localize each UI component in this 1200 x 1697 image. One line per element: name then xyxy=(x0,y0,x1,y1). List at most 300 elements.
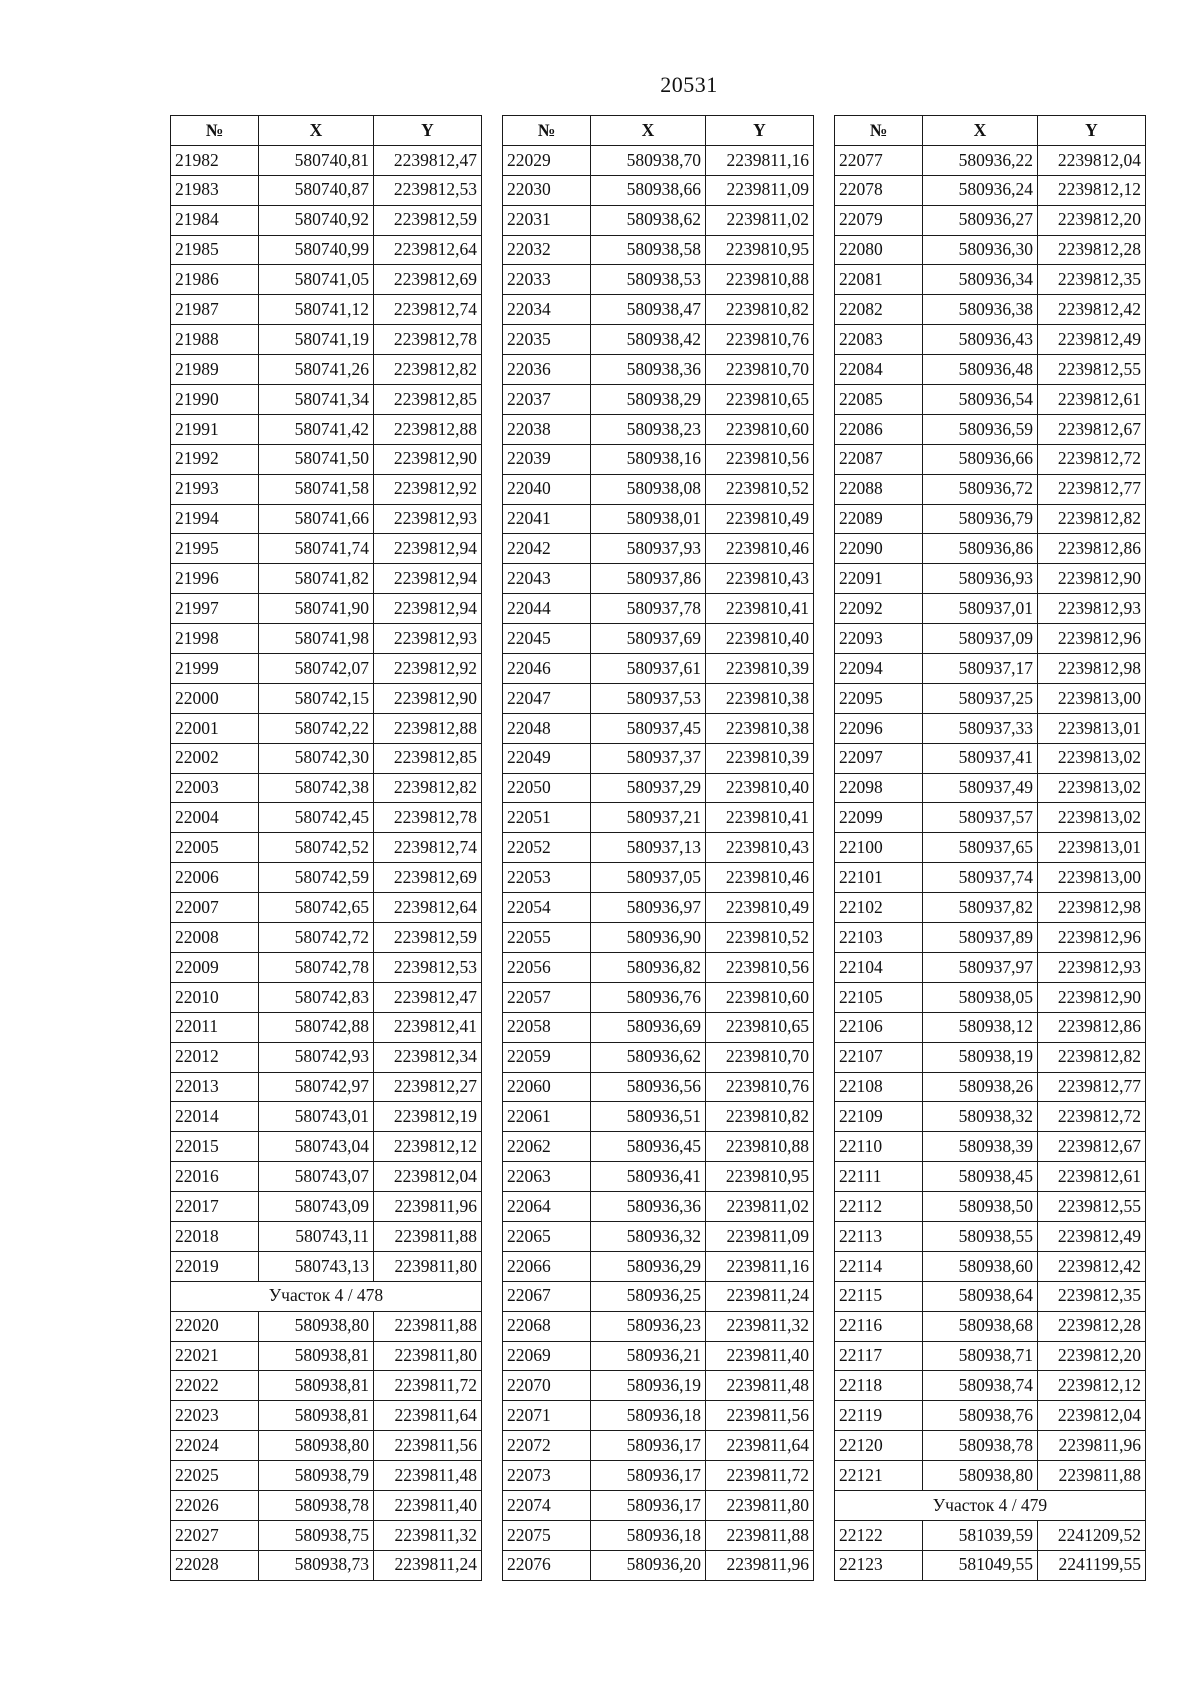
y-coordinate-cell: 2239812,94 xyxy=(374,594,482,624)
x-coordinate-cell: 580936,17 xyxy=(591,1461,706,1491)
table-row xyxy=(503,624,814,654)
y-coordinate-cell: 2239810,39 xyxy=(706,654,814,684)
y-coordinate-cell: 2239812,19 xyxy=(374,1102,482,1132)
table-row xyxy=(835,743,1146,773)
point-number-cell: 22087 xyxy=(835,444,923,474)
x-coordinate-cell: 580936,25 xyxy=(591,1281,706,1311)
y-coordinate-cell: 2239812,82 xyxy=(1038,1042,1146,1072)
point-number-cell: 22008 xyxy=(171,923,259,953)
table-row xyxy=(171,1550,482,1580)
point-number-cell: 22109 xyxy=(835,1102,923,1132)
table-row xyxy=(503,1251,814,1281)
x-coordinate-cell: 580937,29 xyxy=(591,773,706,803)
point-number-cell: 21999 xyxy=(171,654,259,684)
y-coordinate-cell: 2239811,02 xyxy=(706,1192,814,1222)
table-row xyxy=(171,773,482,803)
point-number-cell: 22105 xyxy=(835,982,923,1012)
x-coordinate-cell: 580936,69 xyxy=(591,1012,706,1042)
y-coordinate-cell: 2239810,65 xyxy=(706,385,814,415)
y-coordinate-cell: 2239812,90 xyxy=(1038,564,1146,594)
table-row xyxy=(503,594,814,624)
x-coordinate-cell: 580742,45 xyxy=(259,803,374,833)
point-number-cell: 22091 xyxy=(835,564,923,594)
point-number-cell: 22037 xyxy=(503,385,591,415)
x-coordinate-cell: 580742,52 xyxy=(259,833,374,863)
coordinate-table-3 xyxy=(834,115,1146,1581)
x-coordinate-cell: 580741,90 xyxy=(259,594,374,624)
y-coordinate-cell: 2239812,53 xyxy=(374,952,482,982)
x-coordinate-cell: 580740,99 xyxy=(259,235,374,265)
point-number-cell: 22058 xyxy=(503,1012,591,1042)
header-y: Y xyxy=(374,116,482,146)
point-number-cell: 22028 xyxy=(171,1550,259,1580)
section-label: Участок 4 / 478 xyxy=(171,1281,482,1311)
x-coordinate-cell: 580937,21 xyxy=(591,803,706,833)
x-coordinate-cell: 580937,01 xyxy=(923,594,1038,624)
table-row xyxy=(835,1401,1146,1431)
x-coordinate-cell: 580742,07 xyxy=(259,654,374,684)
table-row xyxy=(171,1162,482,1192)
table-row xyxy=(503,444,814,474)
table-row xyxy=(835,1132,1146,1162)
table-row xyxy=(503,1490,814,1520)
table-header-row xyxy=(503,116,814,146)
y-coordinate-cell: 2239812,94 xyxy=(374,564,482,594)
header-number: № xyxy=(503,116,591,146)
y-coordinate-cell: 2239812,93 xyxy=(1038,594,1146,624)
table-row xyxy=(503,295,814,325)
table-row xyxy=(835,474,1146,504)
point-number-cell: 22031 xyxy=(503,205,591,235)
y-coordinate-cell: 2239811,80 xyxy=(374,1341,482,1371)
table-row xyxy=(171,175,482,205)
y-coordinate-cell: 2239810,40 xyxy=(706,773,814,803)
table-row xyxy=(503,414,814,444)
x-coordinate-cell: 580936,51 xyxy=(591,1102,706,1132)
y-coordinate-cell: 2239810,43 xyxy=(706,564,814,594)
x-coordinate-cell: 580938,19 xyxy=(923,1042,1038,1072)
table-row xyxy=(835,1192,1146,1222)
point-number-cell: 22102 xyxy=(835,893,923,923)
table-row xyxy=(503,1431,814,1461)
y-coordinate-cell: 2239812,04 xyxy=(1038,145,1146,175)
point-number-cell: 22118 xyxy=(835,1371,923,1401)
table-row xyxy=(503,1132,814,1162)
table-row xyxy=(171,385,482,415)
y-coordinate-cell: 2241199,55 xyxy=(1038,1550,1146,1580)
section-row xyxy=(171,1281,482,1311)
x-coordinate-cell: 580742,97 xyxy=(259,1072,374,1102)
x-coordinate-cell: 580936,36 xyxy=(591,1192,706,1222)
y-coordinate-cell: 2239810,52 xyxy=(706,474,814,504)
coordinate-table-2 xyxy=(502,115,814,1581)
y-coordinate-cell: 2239812,04 xyxy=(1038,1401,1146,1431)
table-row xyxy=(835,385,1146,415)
point-number-cell: 22111 xyxy=(835,1162,923,1192)
y-coordinate-cell: 2239812,77 xyxy=(1038,1072,1146,1102)
point-number-cell: 22077 xyxy=(835,145,923,175)
table-row xyxy=(171,654,482,684)
table-row xyxy=(835,833,1146,863)
y-coordinate-cell: 2239812,90 xyxy=(374,444,482,474)
x-coordinate-cell: 580743,04 xyxy=(259,1132,374,1162)
x-coordinate-cell: 580936,43 xyxy=(923,325,1038,355)
point-number-cell: 22104 xyxy=(835,952,923,982)
point-number-cell: 22057 xyxy=(503,982,591,1012)
y-coordinate-cell: 2239810,65 xyxy=(706,1012,814,1042)
table-row xyxy=(835,1341,1146,1371)
x-coordinate-cell: 580741,74 xyxy=(259,534,374,564)
table-row xyxy=(171,952,482,982)
table-row xyxy=(503,654,814,684)
point-number-cell: 21994 xyxy=(171,504,259,534)
point-number-cell: 22123 xyxy=(835,1550,923,1580)
x-coordinate-cell: 580936,56 xyxy=(591,1072,706,1102)
x-coordinate-cell: 580741,05 xyxy=(259,265,374,295)
table-row xyxy=(503,175,814,205)
point-number-cell: 22054 xyxy=(503,893,591,923)
x-coordinate-cell: 580938,71 xyxy=(923,1341,1038,1371)
y-coordinate-cell: 2239812,72 xyxy=(1038,1102,1146,1132)
y-coordinate-cell: 2239811,64 xyxy=(706,1431,814,1461)
table-row xyxy=(503,1162,814,1192)
x-coordinate-cell: 580936,59 xyxy=(923,414,1038,444)
table-row xyxy=(503,713,814,743)
y-coordinate-cell: 2239811,16 xyxy=(706,145,814,175)
y-coordinate-cell: 2239811,64 xyxy=(374,1401,482,1431)
point-number-cell: 22047 xyxy=(503,683,591,713)
point-number-cell: 22065 xyxy=(503,1221,591,1251)
point-number-cell: 22120 xyxy=(835,1431,923,1461)
y-coordinate-cell: 2239812,86 xyxy=(1038,1012,1146,1042)
table-row xyxy=(171,713,482,743)
y-coordinate-cell: 2239812,82 xyxy=(374,355,482,385)
table-row xyxy=(171,1311,482,1341)
x-coordinate-cell: 580741,12 xyxy=(259,295,374,325)
table-row xyxy=(835,1520,1146,1550)
y-coordinate-cell: 2239812,90 xyxy=(374,683,482,713)
y-coordinate-cell: 2239812,27 xyxy=(374,1072,482,1102)
table-header-row xyxy=(171,116,482,146)
y-coordinate-cell: 2239812,92 xyxy=(374,654,482,684)
point-number-cell: 21988 xyxy=(171,325,259,355)
table-row xyxy=(503,1341,814,1371)
x-coordinate-cell: 580936,66 xyxy=(923,444,1038,474)
point-number-cell: 22007 xyxy=(171,893,259,923)
y-coordinate-cell: 2239812,82 xyxy=(374,773,482,803)
table-row xyxy=(171,982,482,1012)
x-coordinate-cell: 580937,82 xyxy=(923,893,1038,923)
y-coordinate-cell: 2239812,78 xyxy=(374,803,482,833)
table-row xyxy=(835,504,1146,534)
point-number-cell: 22115 xyxy=(835,1281,923,1311)
point-number-cell: 22068 xyxy=(503,1311,591,1341)
y-coordinate-cell: 2239812,35 xyxy=(1038,265,1146,295)
x-coordinate-cell: 580742,93 xyxy=(259,1042,374,1072)
table-row xyxy=(171,594,482,624)
y-coordinate-cell: 2239810,60 xyxy=(706,982,814,1012)
point-number-cell: 22088 xyxy=(835,474,923,504)
y-coordinate-cell: 2239810,88 xyxy=(706,1132,814,1162)
table-row xyxy=(171,474,482,504)
point-number-cell: 22119 xyxy=(835,1401,923,1431)
table-row xyxy=(503,1221,814,1251)
x-coordinate-cell: 580938,39 xyxy=(923,1132,1038,1162)
y-coordinate-cell: 2239812,92 xyxy=(374,474,482,504)
y-coordinate-cell: 2239812,04 xyxy=(374,1162,482,1192)
point-number-cell: 22113 xyxy=(835,1221,923,1251)
x-coordinate-cell: 580937,65 xyxy=(923,833,1038,863)
y-coordinate-cell: 2239812,69 xyxy=(374,863,482,893)
y-coordinate-cell: 2239812,49 xyxy=(1038,1221,1146,1251)
table-row xyxy=(503,1311,814,1341)
x-coordinate-cell: 580937,78 xyxy=(591,594,706,624)
x-coordinate-cell: 580938,50 xyxy=(923,1192,1038,1222)
x-coordinate-cell: 580741,98 xyxy=(259,624,374,654)
y-coordinate-cell: 2239811,16 xyxy=(706,1251,814,1281)
x-coordinate-cell: 580937,89 xyxy=(923,923,1038,953)
table-row xyxy=(171,743,482,773)
x-coordinate-cell: 580938,81 xyxy=(259,1401,374,1431)
x-coordinate-cell: 580936,17 xyxy=(591,1490,706,1520)
point-number-cell: 22030 xyxy=(503,175,591,205)
x-coordinate-cell: 580938,81 xyxy=(259,1371,374,1401)
table-row xyxy=(835,893,1146,923)
table-row xyxy=(835,265,1146,295)
y-coordinate-cell: 2239812,28 xyxy=(1038,235,1146,265)
x-coordinate-cell: 580741,50 xyxy=(259,444,374,474)
table-row xyxy=(171,1490,482,1520)
y-coordinate-cell: 2239810,38 xyxy=(706,683,814,713)
table-row xyxy=(171,145,482,175)
table-row xyxy=(835,235,1146,265)
table-row xyxy=(835,982,1146,1012)
point-number-cell: 22027 xyxy=(171,1520,259,1550)
x-coordinate-cell: 580938,80 xyxy=(259,1311,374,1341)
table-row xyxy=(835,175,1146,205)
x-coordinate-cell: 580938,62 xyxy=(591,205,706,235)
y-coordinate-cell: 2239811,96 xyxy=(374,1192,482,1222)
x-coordinate-cell: 580938,53 xyxy=(591,265,706,295)
x-coordinate-cell: 580938,23 xyxy=(591,414,706,444)
y-coordinate-cell: 2239811,09 xyxy=(706,175,814,205)
x-coordinate-cell: 580741,42 xyxy=(259,414,374,444)
y-coordinate-cell: 2239810,41 xyxy=(706,803,814,833)
y-coordinate-cell: 2239812,77 xyxy=(1038,474,1146,504)
point-number-cell: 22095 xyxy=(835,683,923,713)
point-number-cell: 22079 xyxy=(835,205,923,235)
y-coordinate-cell: 2239812,93 xyxy=(1038,952,1146,982)
table-row xyxy=(171,1341,482,1371)
y-coordinate-cell: 2239813,00 xyxy=(1038,683,1146,713)
x-coordinate-cell: 580936,38 xyxy=(923,295,1038,325)
x-coordinate-cell: 580936,22 xyxy=(923,145,1038,175)
point-number-cell: 21989 xyxy=(171,355,259,385)
table-row xyxy=(503,325,814,355)
point-number-cell: 22013 xyxy=(171,1072,259,1102)
table-row xyxy=(503,1550,814,1580)
x-coordinate-cell: 580936,23 xyxy=(591,1311,706,1341)
x-coordinate-cell: 580743,07 xyxy=(259,1162,374,1192)
y-coordinate-cell: 2239812,88 xyxy=(374,414,482,444)
x-coordinate-cell: 580743,13 xyxy=(259,1251,374,1281)
x-coordinate-cell: 580938,81 xyxy=(259,1341,374,1371)
x-coordinate-cell: 580936,72 xyxy=(923,474,1038,504)
x-coordinate-cell: 580938,80 xyxy=(259,1431,374,1461)
table-row xyxy=(835,654,1146,684)
point-number-cell: 22066 xyxy=(503,1251,591,1281)
table-row xyxy=(171,1520,482,1550)
y-coordinate-cell: 2239810,49 xyxy=(706,893,814,923)
point-number-cell: 22038 xyxy=(503,414,591,444)
point-number-cell: 22026 xyxy=(171,1490,259,1520)
y-coordinate-cell: 2239812,96 xyxy=(1038,624,1146,654)
table-row xyxy=(835,803,1146,833)
table-row xyxy=(835,1431,1146,1461)
y-coordinate-cell: 2239812,20 xyxy=(1038,205,1146,235)
y-coordinate-cell: 2239811,88 xyxy=(1038,1461,1146,1491)
point-number-cell: 22041 xyxy=(503,504,591,534)
header-x: X xyxy=(591,116,706,146)
point-number-cell: 21987 xyxy=(171,295,259,325)
point-number-cell: 22071 xyxy=(503,1401,591,1431)
table-row xyxy=(171,923,482,953)
y-coordinate-cell: 2239812,47 xyxy=(374,145,482,175)
point-number-cell: 22097 xyxy=(835,743,923,773)
point-number-cell: 22006 xyxy=(171,863,259,893)
y-coordinate-cell: 2239812,55 xyxy=(1038,355,1146,385)
y-coordinate-cell: 2239812,69 xyxy=(374,265,482,295)
table-row xyxy=(171,1431,482,1461)
y-coordinate-cell: 2239812,34 xyxy=(374,1042,482,1072)
x-coordinate-cell: 580936,86 xyxy=(923,534,1038,564)
y-coordinate-cell: 2239810,52 xyxy=(706,923,814,953)
point-number-cell: 22017 xyxy=(171,1192,259,1222)
point-number-cell: 22020 xyxy=(171,1311,259,1341)
table-row xyxy=(835,325,1146,355)
x-coordinate-cell: 580938,66 xyxy=(591,175,706,205)
x-coordinate-cell: 580743,01 xyxy=(259,1102,374,1132)
table-row xyxy=(503,385,814,415)
table-row xyxy=(503,1281,814,1311)
point-number-cell: 22086 xyxy=(835,414,923,444)
point-number-cell: 22108 xyxy=(835,1072,923,1102)
table-row xyxy=(503,773,814,803)
x-coordinate-cell: 580937,97 xyxy=(923,952,1038,982)
table-row xyxy=(171,1192,482,1222)
y-coordinate-cell: 2239811,56 xyxy=(706,1401,814,1431)
x-coordinate-cell: 580936,76 xyxy=(591,982,706,1012)
point-number-cell: 22048 xyxy=(503,713,591,743)
y-coordinate-cell: 2239813,01 xyxy=(1038,713,1146,743)
point-number-cell: 22089 xyxy=(835,504,923,534)
x-coordinate-cell: 580938,58 xyxy=(591,235,706,265)
y-coordinate-cell: 2239810,95 xyxy=(706,235,814,265)
y-coordinate-cell: 2239810,49 xyxy=(706,504,814,534)
y-coordinate-cell: 2239812,28 xyxy=(1038,1311,1146,1341)
point-number-cell: 21986 xyxy=(171,265,259,295)
table-row xyxy=(503,803,814,833)
table-row xyxy=(171,564,482,594)
y-coordinate-cell: 2239811,48 xyxy=(374,1461,482,1491)
x-coordinate-cell: 580936,62 xyxy=(591,1042,706,1072)
point-number-cell: 22050 xyxy=(503,773,591,803)
y-coordinate-cell: 2239811,96 xyxy=(1038,1431,1146,1461)
table-row xyxy=(171,803,482,833)
point-number-cell: 22022 xyxy=(171,1371,259,1401)
point-number-cell: 22012 xyxy=(171,1042,259,1072)
point-number-cell: 22005 xyxy=(171,833,259,863)
y-coordinate-cell: 2239810,43 xyxy=(706,833,814,863)
point-number-cell: 22117 xyxy=(835,1341,923,1371)
section-row xyxy=(835,1490,1146,1520)
y-coordinate-cell: 2239810,60 xyxy=(706,414,814,444)
y-coordinate-cell: 2239810,76 xyxy=(706,1072,814,1102)
table-row xyxy=(171,355,482,385)
y-coordinate-cell: 2239812,85 xyxy=(374,743,482,773)
table-row xyxy=(835,1042,1146,1072)
point-number-cell: 22045 xyxy=(503,624,591,654)
y-coordinate-cell: 2239811,40 xyxy=(706,1341,814,1371)
table-row xyxy=(835,1072,1146,1102)
x-coordinate-cell: 580937,93 xyxy=(591,534,706,564)
point-number-cell: 22072 xyxy=(503,1431,591,1461)
x-coordinate-cell: 580936,97 xyxy=(591,893,706,923)
y-coordinate-cell: 2239813,02 xyxy=(1038,743,1146,773)
x-coordinate-cell: 580740,92 xyxy=(259,205,374,235)
y-coordinate-cell: 2239812,74 xyxy=(374,833,482,863)
x-coordinate-cell: 580936,20 xyxy=(591,1550,706,1580)
point-number-cell: 21996 xyxy=(171,564,259,594)
table-row xyxy=(835,534,1146,564)
x-coordinate-cell: 580937,13 xyxy=(591,833,706,863)
x-coordinate-cell: 580741,82 xyxy=(259,564,374,594)
table-row xyxy=(171,534,482,564)
table-row xyxy=(171,1012,482,1042)
table-row xyxy=(171,1371,482,1401)
table-row xyxy=(171,265,482,295)
point-number-cell: 22076 xyxy=(503,1550,591,1580)
table-row xyxy=(835,1221,1146,1251)
table-row xyxy=(171,205,482,235)
section-label: Участок 4 / 479 xyxy=(835,1490,1146,1520)
y-coordinate-cell: 2239812,86 xyxy=(1038,534,1146,564)
point-number-cell: 22046 xyxy=(503,654,591,684)
point-number-cell: 22093 xyxy=(835,624,923,654)
point-number-cell: 22003 xyxy=(171,773,259,803)
point-number-cell: 22051 xyxy=(503,803,591,833)
table-row xyxy=(171,235,482,265)
x-coordinate-cell: 580742,88 xyxy=(259,1012,374,1042)
x-coordinate-cell: 580741,34 xyxy=(259,385,374,415)
x-coordinate-cell: 580936,24 xyxy=(923,175,1038,205)
point-number-cell: 22033 xyxy=(503,265,591,295)
table-row xyxy=(503,1012,814,1042)
table-row xyxy=(503,743,814,773)
y-coordinate-cell: 2239810,82 xyxy=(706,1102,814,1132)
y-coordinate-cell: 2239812,88 xyxy=(374,713,482,743)
table-header-row xyxy=(835,116,1146,146)
x-coordinate-cell: 580936,27 xyxy=(923,205,1038,235)
y-coordinate-cell: 2239810,56 xyxy=(706,444,814,474)
point-number-cell: 21998 xyxy=(171,624,259,654)
y-coordinate-cell: 2239811,48 xyxy=(706,1371,814,1401)
y-coordinate-cell: 2239812,93 xyxy=(374,624,482,654)
table-row xyxy=(835,1311,1146,1341)
table-row xyxy=(171,833,482,863)
y-coordinate-cell: 2239810,40 xyxy=(706,624,814,654)
point-number-cell: 21997 xyxy=(171,594,259,624)
